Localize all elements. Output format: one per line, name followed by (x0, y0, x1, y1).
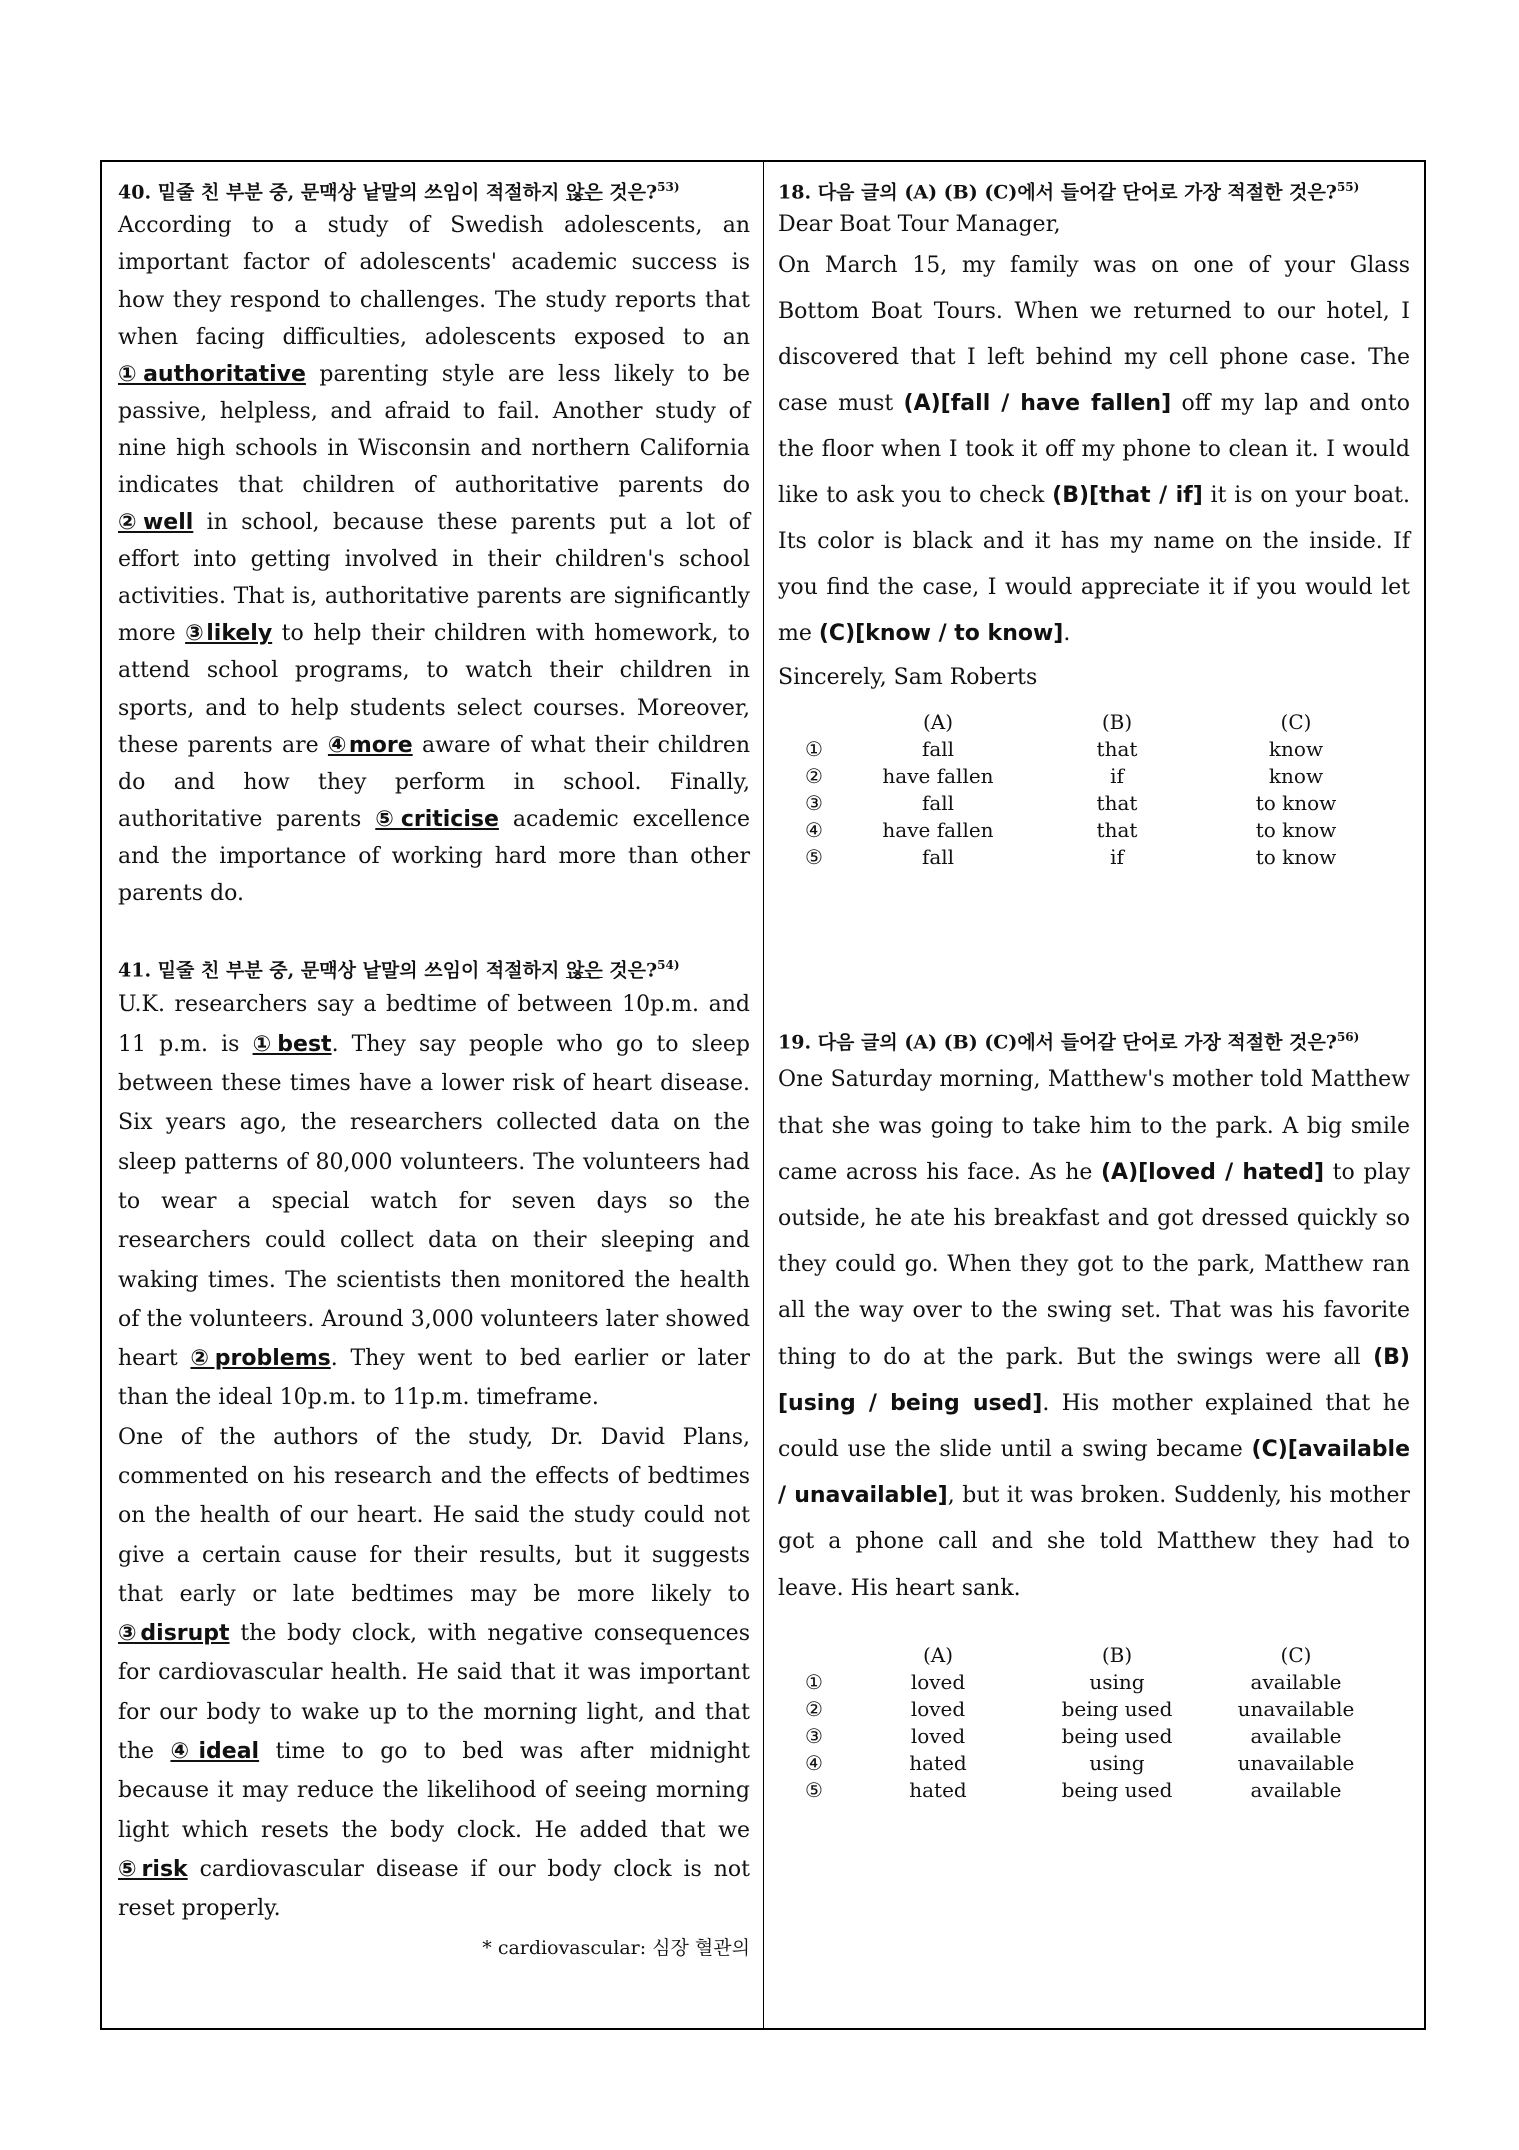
footnote-ref: 53) (657, 180, 680, 194)
answer-option-5[interactable] (778, 844, 1384, 871)
passage-text: . They say people who go to sleep between these times have a lower risk of heart disease. Six years ago, the researchers collected data on the sleep patterns of 80,000 volunteers. The volunteers had to wear a special watch for seven days so the researchers could collect data on their sleeping and waking times. The scientists then monitored the health of the volunteers. Around 3,000 volunteers later showed heart (118, 1031, 750, 1372)
option-c: unavailable (1237, 1696, 1355, 1721)
option-c: available (1250, 1723, 1342, 1748)
option-number: ② (805, 764, 823, 789)
letter-salutation: Dear Boat Tour Manager, (778, 212, 1061, 238)
question-prompt-end: 것은? (609, 181, 658, 204)
passage-text: One of the authors of the study, Dr. David Plans, commented on his research and the effects of bedtimes on the health of our heart. He said the study could not give a certain cause for their results, but it suggests that early or late bedtimes may be more likely to (118, 1424, 750, 1607)
answer-option-1[interactable] (778, 736, 1384, 763)
underlined-choice-3: ③disrupt (118, 1621, 230, 1647)
underlined-choice-2: ②well (118, 510, 194, 536)
passage-text: One Saturday morning, Matthew's mother told Matthew that she was going to take him to the park. A big smile came across his face. As he (778, 1067, 1410, 1185)
passage-text: time to go to bed was after midnight because it may reduce the likelihood of seeing morning light which resets the body clock. He added that we (118, 1739, 750, 1843)
answer-option-3[interactable] (778, 790, 1384, 817)
passage-text: . They went to bed earlier or later than the ideal 10p.m. to 11p.m. timeframe. (118, 1346, 750, 1411)
underlined-choice-5: ⑤criticise (375, 806, 499, 832)
passage-text: parenting style are less likely to be passive, helpless, and afraid to fail. Another study of nine high schools in Wisconsin and northern California indicates that children of authoritative parents do (118, 361, 751, 498)
underlined-choice-1: ①best (252, 1031, 332, 1057)
column-header: (B) (1101, 710, 1133, 735)
option-a: hated (909, 1777, 967, 1802)
option-a: fall (921, 737, 955, 762)
option-a: loved (910, 1723, 966, 1748)
option-c: to know (1255, 845, 1337, 870)
passage-text: U.K. researchers say a bedtime of between 10p.m. and 11 p.m. is (118, 992, 750, 1057)
option-b: that (1096, 791, 1138, 816)
option-b: being used (1061, 1777, 1173, 1802)
underlined-choice-1: ①authoritative (118, 361, 306, 387)
question-41-passage (118, 985, 750, 1928)
option-c: available (1250, 1669, 1342, 1694)
blank-A: (A)[loved / hated] (1100, 1159, 1325, 1185)
answer-option-5[interactable] (778, 1777, 1384, 1804)
question-40-passage (118, 207, 750, 912)
answer-options-table (778, 709, 1384, 871)
passage-text: aware of what their children do and how they perform in school. Finally, authoritative parents (118, 732, 751, 832)
footnote-ref: 56) (1336, 1030, 1360, 1044)
option-number: ③ (805, 1723, 823, 1748)
right-column (778, 172, 1411, 1802)
option-b: using (1089, 1669, 1145, 1694)
question-number: 18. (778, 181, 812, 204)
option-number: ⑤ (805, 845, 823, 870)
option-number: ② (805, 1696, 823, 1721)
answer-option-3[interactable] (778, 1723, 1384, 1750)
option-b: if (1110, 845, 1124, 870)
question-41 (118, 950, 750, 1962)
blank-A: (A)[fall / have fallen] (903, 391, 1172, 417)
underlined-choice-2: ②problems (190, 1346, 331, 1372)
option-c: know (1268, 764, 1324, 789)
option-b: if (1110, 764, 1124, 789)
passage-text: . His mother explained that he could use the slide until a swing became (778, 1390, 1410, 1462)
question-prompt-end: 것은? (609, 959, 658, 982)
option-c: to know (1255, 791, 1337, 816)
column-divider (763, 162, 764, 2028)
footnote-ref: 54) (657, 958, 680, 973)
passage-text: to help their children with homework, to attend school programs, to watch their children in sports, and to help students select courses. Moreover, these parents are (118, 621, 751, 758)
option-a: fall (921, 791, 955, 816)
option-number: ④ (805, 1750, 823, 1775)
answer-option-4[interactable] (778, 817, 1384, 844)
question-prompt-underlined: 않은 (565, 959, 603, 982)
answer-options-table (778, 1642, 1384, 1804)
question-19-header (778, 1022, 1410, 1057)
option-a: have fallen (882, 764, 994, 789)
answer-option-2[interactable] (778, 1696, 1384, 1723)
options-header-row (778, 709, 1384, 736)
option-a: hated (909, 1750, 967, 1775)
underlined-choice-4: ④more (327, 732, 413, 758)
passage-text: , but it was broken. Suddenly, his mother got a phone call and she told Matthew they had to leave. His heart sank. (778, 1483, 1410, 1601)
paragraph (118, 985, 750, 1417)
passage-text: . (1063, 621, 1071, 647)
passage-text: off my lap and onto the floor when I took it off my phone to clean it. I would like to ask you to check (778, 391, 1411, 509)
question-prompt: 다음 글의 (A) (B) (C)에서 들어갈 단어로 가장 적절한 것은? (817, 1031, 1337, 1054)
question-18-passage (778, 243, 1410, 657)
question-18-header (778, 172, 1410, 207)
blank-C: (C)[available / unavailable] (778, 1436, 1410, 1509)
passage-text: academic excellence and the importance of working hard more than other parents do. (118, 806, 751, 907)
passage-text: cardiovascular disease if our body clock is not reset properly. (118, 1856, 750, 1922)
question-prompt: 다음 글의 (A) (B) (C)에서 들어갈 단어로 가장 적절한 것은? (817, 181, 1337, 204)
underlined-choice-5: ⑤risk (118, 1856, 188, 1882)
option-b: that (1096, 737, 1138, 762)
passage-text: to play outside, he ate his breakfast and got dressed quickly so they could go. When they got to the park, Matthew ran all the way over to the swing set. That was his favorite thing to do at the park. But the swings were all (778, 1159, 1410, 1370)
option-b: using (1089, 1750, 1145, 1775)
option-a: loved (910, 1696, 966, 1721)
option-a: fall (921, 845, 955, 870)
left-column (118, 172, 750, 1963)
question-prompt: 밑줄 친 부분 중, 문맥상 낱말의 쓰임이 적절하지 (157, 181, 560, 204)
column-header: (A) (922, 1642, 954, 1667)
footnote-ref: 55) (1336, 180, 1360, 194)
option-number: ① (805, 737, 823, 762)
answer-option-4[interactable] (778, 1750, 1384, 1777)
blank-B: (B)[using / being used] (778, 1344, 1410, 1416)
question-41-header (118, 950, 750, 985)
question-number: 19. (778, 1031, 812, 1054)
question-number: 41. (118, 959, 152, 982)
passage-text: On March 15, my family was on one of your Glass Bottom Boat Tours. When we returned to our hotel, I discovered that I left behind my cell phone case. The case must (778, 253, 1410, 417)
question-number: 40. (118, 181, 152, 204)
option-b: being used (1061, 1696, 1173, 1721)
question-prompt-underlined: 않은 (565, 181, 603, 204)
question-prompt: 밑줄 친 부분 중, 문맥상 낱말의 쓰임이 적절하지 (157, 959, 560, 982)
column-header: (A) (922, 710, 954, 735)
passage-text: in school, because these parents put a lot of effort into getting involved in their children's school activities. That is, authoritative parents are significantly more (118, 510, 750, 647)
option-number: ⑤ (805, 1777, 823, 1802)
answer-option-1[interactable] (778, 1669, 1384, 1696)
paragraph (118, 1418, 750, 1929)
question-18 (778, 172, 1410, 871)
option-c: unavailable (1237, 1750, 1355, 1775)
question-40-header (118, 172, 750, 207)
question-19-passage (778, 1057, 1410, 1611)
passage-text: the body clock, with negative consequences for cardiovascular health. He said that it was important for our body to wake up to the morning light, and that the (118, 1621, 750, 1765)
underlined-choice-4: ④ideal (170, 1739, 260, 1765)
blank-B: (B)[that / if] (1052, 483, 1203, 509)
option-number: ④ (805, 818, 823, 843)
column-header: (C) (1280, 1642, 1312, 1667)
option-a: loved (910, 1669, 966, 1694)
option-number: ① (805, 1669, 823, 1694)
column-header: (B) (1101, 1642, 1133, 1667)
question-19 (778, 1022, 1410, 1804)
option-b: that (1096, 818, 1138, 843)
options-header-row (778, 1642, 1384, 1669)
option-a: have fallen (882, 818, 994, 843)
column-header: (C) (1280, 710, 1312, 735)
question-40 (118, 172, 750, 912)
option-b: being used (1061, 1723, 1173, 1748)
option-c: know (1268, 737, 1324, 762)
blank-C: (C)[know / to know] (818, 621, 1064, 647)
option-c: available (1250, 1777, 1342, 1802)
underlined-choice-3: ③likely (185, 621, 273, 647)
footnote: * cardiovascular: 심장 혈관의 (482, 1936, 750, 1959)
letter-closing: Sincerely, Sam Roberts (778, 665, 1038, 691)
option-number: ③ (805, 791, 823, 816)
option-c: to know (1255, 818, 1337, 843)
answer-option-2[interactable] (778, 763, 1384, 790)
passage-text: it is on your boat. Its color is black and it has my name on the inside. If you find the case, I would appreciate it if you would let me (778, 483, 1410, 647)
passage-text: According to a study of Swedish adolescents, an important factor of adolescents' academic success is how they respond to challenges. The study reports that when facing difficulties, adolescents exposed to an (118, 213, 750, 350)
